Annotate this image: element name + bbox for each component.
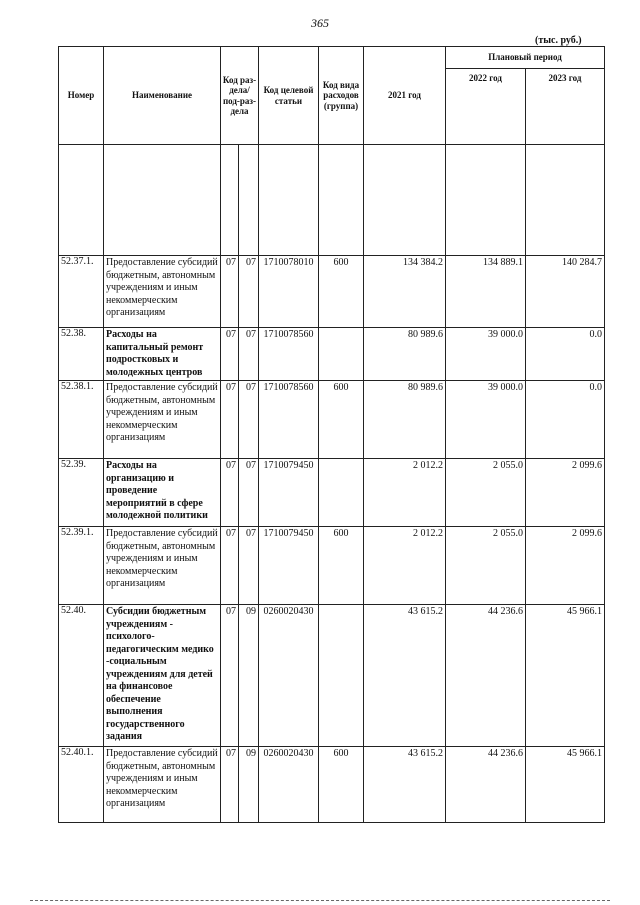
row-section: 07 xyxy=(221,381,239,459)
row-section: 07 xyxy=(221,527,239,605)
row-expense xyxy=(319,328,364,381)
row-2023: 140 284.7 xyxy=(526,256,605,328)
row-2021: 134 384.2 xyxy=(364,256,446,328)
row-name: Субсидии бюджетным учреждениям - психолого-педагогическим медико -социальным учреждениям для детей на финансовое обеспечение выполнения государственного задания xyxy=(104,605,221,747)
row-subsection: 07 xyxy=(239,381,259,459)
row-expense xyxy=(319,605,364,747)
header-target: Код целевой статьи xyxy=(259,47,319,145)
row-target: 0260020430 xyxy=(259,605,319,747)
row-expense: 600 xyxy=(319,747,364,823)
row-target: 1710079450 xyxy=(259,459,319,527)
row-2021: 80 989.6 xyxy=(364,381,446,459)
row-expense: 600 xyxy=(319,381,364,459)
header-2021: 2021 год xyxy=(364,47,446,145)
table-row xyxy=(59,381,605,459)
row-number: 52.40.1. xyxy=(59,747,104,823)
header-expense: Код вида расходов (группа) xyxy=(319,47,364,145)
row-target: 1710078010 xyxy=(259,256,319,328)
row-number: 52.38.1. xyxy=(59,381,104,459)
row-2021: 43 615.2 xyxy=(364,747,446,823)
row-number: 52.39. xyxy=(59,459,104,527)
row-target: 1710079450 xyxy=(259,527,319,605)
row-2021: 2 012.2 xyxy=(364,459,446,527)
row-2022: 39 000.0 xyxy=(446,381,526,459)
row-name: Расходы на капитальный ремонт подростковых и молодежных центров xyxy=(104,328,221,381)
row-section: 07 xyxy=(221,605,239,747)
row-subsection: 07 xyxy=(239,459,259,527)
row-name: Расходы на организацию и проведение мероприятий в сфере молодежной политики xyxy=(104,459,221,527)
row-expense xyxy=(319,459,364,527)
units-label: (тыс. руб.) xyxy=(535,35,582,46)
row-2022: 2 055.0 xyxy=(446,527,526,605)
row-subsection: 07 xyxy=(239,527,259,605)
row-2023: 0.0 xyxy=(526,381,605,459)
row-name: Предоставление субсидий бюджетным, автономным учреждениям и иным некоммерческим организациям xyxy=(104,381,221,459)
header-name: Наименование xyxy=(104,47,221,145)
row-target: 0260020430 xyxy=(259,747,319,823)
row-2023: 2 099.6 xyxy=(526,527,605,605)
row-number: 52.38. xyxy=(59,328,104,381)
table-row xyxy=(59,328,605,381)
row-2023: 0.0 xyxy=(526,328,605,381)
row-2022: 2 055.0 xyxy=(446,459,526,527)
header-2023: 2023 год xyxy=(526,69,605,145)
blank-row xyxy=(59,145,605,256)
row-name: Предоставление субсидий бюджетным, автономным учреждениям и иным некоммерческим организациям xyxy=(104,527,221,605)
row-expense: 600 xyxy=(319,256,364,328)
row-name: Предоставление субсидий бюджетным, автономным учреждениям и иным некоммерческим организациям xyxy=(104,747,221,823)
row-subsection: 09 xyxy=(239,605,259,747)
table-row xyxy=(59,527,605,605)
row-subsection: 07 xyxy=(239,328,259,381)
row-target: 1710078560 xyxy=(259,381,319,459)
row-number: 52.40. xyxy=(59,605,104,747)
row-2022: 39 000.0 xyxy=(446,328,526,381)
footer-line xyxy=(30,900,610,901)
row-number: 52.39.1. xyxy=(59,527,104,605)
page-number: 365 xyxy=(311,16,329,30)
row-number: 52.37.1. xyxy=(59,256,104,328)
row-section: 07 xyxy=(221,328,239,381)
row-target: 1710078560 xyxy=(259,328,319,381)
row-2023: 45 966.1 xyxy=(526,605,605,747)
row-subsection: 09 xyxy=(239,747,259,823)
row-expense: 600 xyxy=(319,527,364,605)
header-section: Код раз-дела/ под-раз-дела xyxy=(221,47,259,145)
header-2022: 2022 год xyxy=(446,69,526,145)
row-2022: 44 236.6 xyxy=(446,747,526,823)
row-2023: 2 099.6 xyxy=(526,459,605,527)
row-2023: 45 966.1 xyxy=(526,747,605,823)
row-section: 07 xyxy=(221,747,239,823)
row-section: 07 xyxy=(221,256,239,328)
row-2022: 134 889.1 xyxy=(446,256,526,328)
row-2021: 2 012.2 xyxy=(364,527,446,605)
table-row xyxy=(59,605,605,747)
header-planned: Плановый период xyxy=(446,47,605,69)
table-row xyxy=(59,747,605,823)
row-subsection: 07 xyxy=(239,256,259,328)
header-number: Номер xyxy=(59,47,104,145)
row-2022: 44 236.6 xyxy=(446,605,526,747)
row-2021: 80 989.6 xyxy=(364,328,446,381)
table-row xyxy=(59,256,605,328)
row-section: 07 xyxy=(221,459,239,527)
row-name: Предоставление субсидий бюджетным, автономным учреждениям и иным некоммерческим организациям xyxy=(104,256,221,328)
table-row xyxy=(59,459,605,527)
row-2021: 43 615.2 xyxy=(364,605,446,747)
budget-table xyxy=(58,46,605,823)
